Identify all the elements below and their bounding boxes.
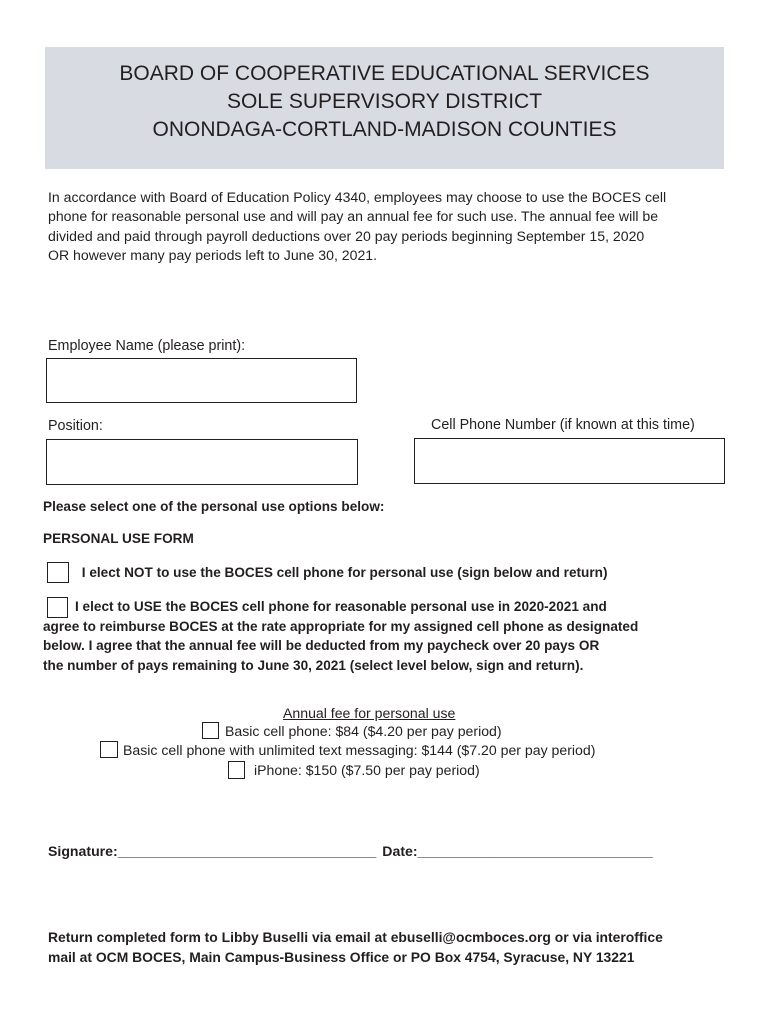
elect-use-line: the number of pays remaining to June 30, 2021 (select level below, sign and return). (43, 657, 584, 673)
basic-fee-label: Basic cell phone: $84 ($4.20 per pay period) (225, 723, 502, 739)
header-title-line-1: BOARD OF COOPERATIVE EDUCATIONAL SERVICES (119, 62, 650, 85)
return-instructions (48, 928, 663, 967)
elect-not-option (47, 562, 607, 583)
iphone-fee-label: iPhone: $150 ($7.50 per pay period) (254, 762, 480, 778)
unlimited-fee-checkbox[interactable] (100, 741, 118, 758)
options-instruction: Please select one of the personal use options below: (43, 499, 385, 514)
intro-line: In accordance with Board of Education Policy 4340, employees may choose to use the BOCES cell (48, 189, 667, 205)
signature-field[interactable]: _________________________________ (117, 843, 377, 859)
intro-paragraph (48, 188, 728, 266)
signature-label: Signature: (48, 843, 118, 859)
position-field[interactable] (46, 439, 358, 485)
header-title-line-3: ONONDAGA-CORTLAND-MADISON COUNTIES (152, 118, 617, 141)
date-label: Date: (382, 843, 418, 859)
elect-use-line: I elect to USE the BOCES cell phone for reasonable personal use in 2020-2021 and (75, 599, 607, 614)
elect-not-checkbox[interactable] (47, 562, 69, 583)
intro-line: OR however many pay periods left to June 30, 2021. (48, 247, 378, 264)
elect-use-line: below. I agree that the annual fee will be deducted from my paycheck over 20 pays OR (43, 638, 600, 654)
basic-fee-checkbox[interactable] (202, 722, 219, 739)
date-field[interactable]: ______________________________ (417, 843, 653, 859)
header-banner (45, 47, 724, 169)
unlimited-fee-label: Basic cell phone with unlimited text messaging: $144 ($7.20 per pay period) (123, 742, 596, 758)
elect-use-line: agree to reimburse BOCES at the rate appropriate for my assigned cell phone as designated (43, 618, 639, 634)
cell-phone-label: Cell Phone Number (if known at this time) (431, 417, 695, 433)
cell-phone-field[interactable] (414, 438, 725, 484)
return-line: Return completed form to Libby Buselli via email at ebuselli@ocmboces.org or via interoffice (48, 929, 663, 945)
fee-title: Annual fee for personal use (283, 705, 456, 721)
return-line: mail at OCM BOCES, Main Campus-Business Office or PO Box 4754, Syracuse, NY 13221 (48, 948, 635, 965)
position-label: Position: (48, 418, 103, 434)
signature-row (48, 843, 653, 859)
intro-line: divided and paid through payroll deductions over 20 pay periods beginning September 15, 2020 (48, 227, 645, 244)
elect-not-label: I elect NOT to use the BOCES cell phone for personal use (sign below and return) (81, 565, 608, 580)
iphone-fee-checkbox[interactable] (228, 761, 245, 779)
employee-name-field[interactable] (46, 358, 357, 403)
personal-use-form-title: PERSONAL USE FORM (43, 531, 194, 546)
employee-name-label: Employee Name (please print): (48, 338, 246, 354)
elect-use-option (43, 597, 638, 675)
intro-line: phone for reasonable personal use and will pay an annual fee for such use. The annual fee will be (48, 208, 659, 225)
header-title-line-2: SOLE SUPERVISORY DISTRICT (226, 90, 543, 113)
